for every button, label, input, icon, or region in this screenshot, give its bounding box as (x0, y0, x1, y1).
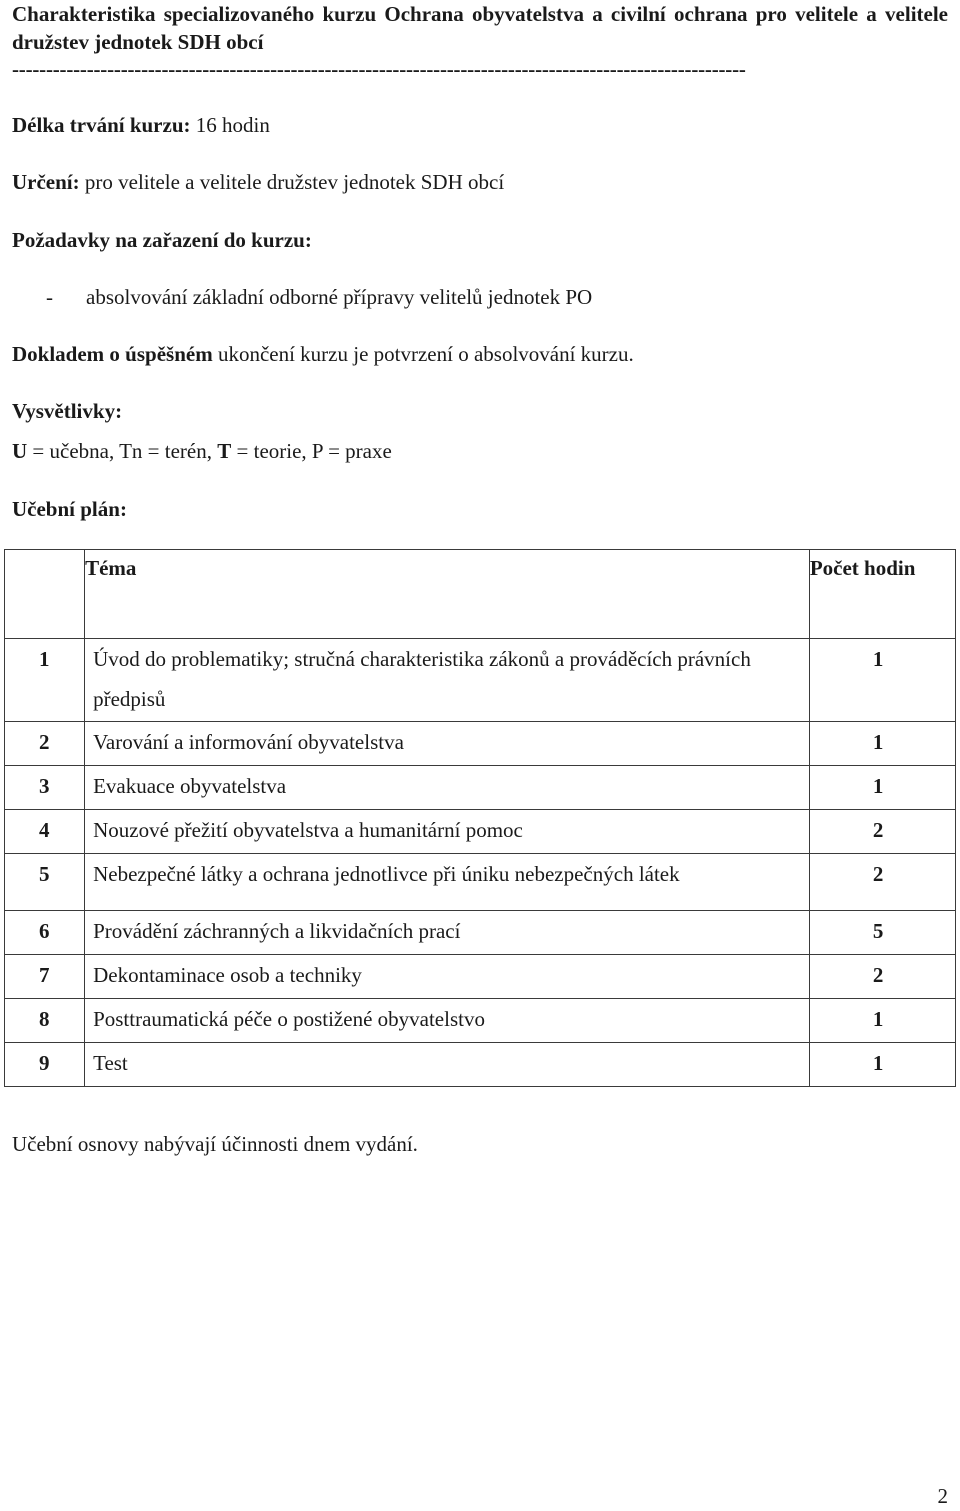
row-hours: 2 (809, 810, 955, 854)
row-number: 1 (5, 639, 85, 722)
legend-t: T (217, 439, 232, 463)
row-topic: Posttraumatická péče o postižené obyvatelstvo (85, 999, 810, 1043)
row-topic: Evakuace obyvatelstva (85, 766, 810, 810)
legend-u: U (12, 439, 28, 463)
legend-label: Vysvětlivky: (12, 399, 123, 423)
table-row (5, 999, 956, 1043)
row-number: 7 (5, 955, 85, 999)
purpose-line (12, 168, 504, 196)
table-row (5, 1043, 956, 1087)
row-hours: 1 (809, 1043, 955, 1087)
row-hours: 1 (809, 722, 955, 766)
table-row (5, 766, 956, 810)
document-title: Charakteristika specializovaného kurzu Ochrana obyvatelstva a civilní ochrana pro velitele a velitele družstev jednotek SDH obcí (12, 2, 948, 54)
purpose-value: pro velitele a velitele družstev jednotek SDH obcí (84, 170, 505, 194)
row-topic: Úvod do problematiky; stručná charakteristika zákonů a prováděcích právních předpisů (85, 639, 810, 722)
duration-value: 16 hodin (195, 113, 270, 137)
legend-line (12, 437, 392, 465)
duration-line (12, 111, 270, 139)
row-number: 2 (5, 722, 85, 766)
row-topic: Nebezpečné látky a ochrana jednotlivce při úniku nebezpečných látek (85, 854, 810, 911)
proof-text: ukončení kurzu je potvrzení o absolvování kurzu. (217, 342, 634, 366)
row-hours: 1 (809, 766, 955, 810)
legend-text-1: = učebna, Tn = terén, (32, 439, 212, 463)
plan-label: Učební plán: (12, 497, 127, 521)
purpose-label: Určení: (12, 170, 80, 194)
row-hours: 1 (809, 999, 955, 1043)
row-number: 8 (5, 999, 85, 1043)
row-hours: 5 (809, 911, 955, 955)
proof-line (12, 340, 634, 368)
table-header-row (5, 550, 956, 639)
table-row (5, 854, 956, 911)
row-topic: Provádění záchranných a likvidačních prací (85, 911, 810, 955)
header-number (5, 550, 85, 639)
proof-label: Dokladem o úspěšném (12, 342, 213, 366)
page-number: 2 (937, 1484, 948, 1508)
table-row (5, 810, 956, 854)
row-number: 9 (5, 1043, 85, 1087)
row-number: 3 (5, 766, 85, 810)
row-number: 4 (5, 810, 85, 854)
row-hours: 1 (809, 639, 955, 722)
legend-text-2: = teorie, P = praxe (236, 439, 392, 463)
table-row (5, 722, 956, 766)
row-topic: Nouzové přežití obyvatelstva a humanitární pomoc (85, 810, 810, 854)
row-hours: 2 (809, 854, 955, 911)
row-topic: Dekontaminace osob a techniky (85, 955, 810, 999)
table-row (5, 639, 956, 722)
study-plan-table (4, 549, 956, 1087)
duration-label: Délka trvání kurzu: (12, 113, 191, 137)
row-hours: 2 (809, 955, 955, 999)
row-number: 5 (5, 854, 85, 911)
row-number: 6 (5, 911, 85, 955)
validity-note: Učební osnovy nabývají účinnosti dnem vydání. (12, 1132, 418, 1156)
requirement-dash: - (46, 285, 53, 309)
requirements-label: Požadavky na zařazení do kurzu: (12, 228, 312, 252)
requirement-item: absolvování základní odborné přípravy velitelů jednotek PO (86, 285, 593, 309)
row-topic: Test (85, 1043, 810, 1087)
separator-line: ------------------------------------------------------------------------------------------------------------ (12, 57, 746, 81)
header-hours: Počet hodin (809, 550, 955, 639)
row-topic: Varování a informování obyvatelstva (85, 722, 810, 766)
table-row (5, 955, 956, 999)
table-row (5, 911, 956, 955)
header-topic: Téma (85, 550, 810, 639)
